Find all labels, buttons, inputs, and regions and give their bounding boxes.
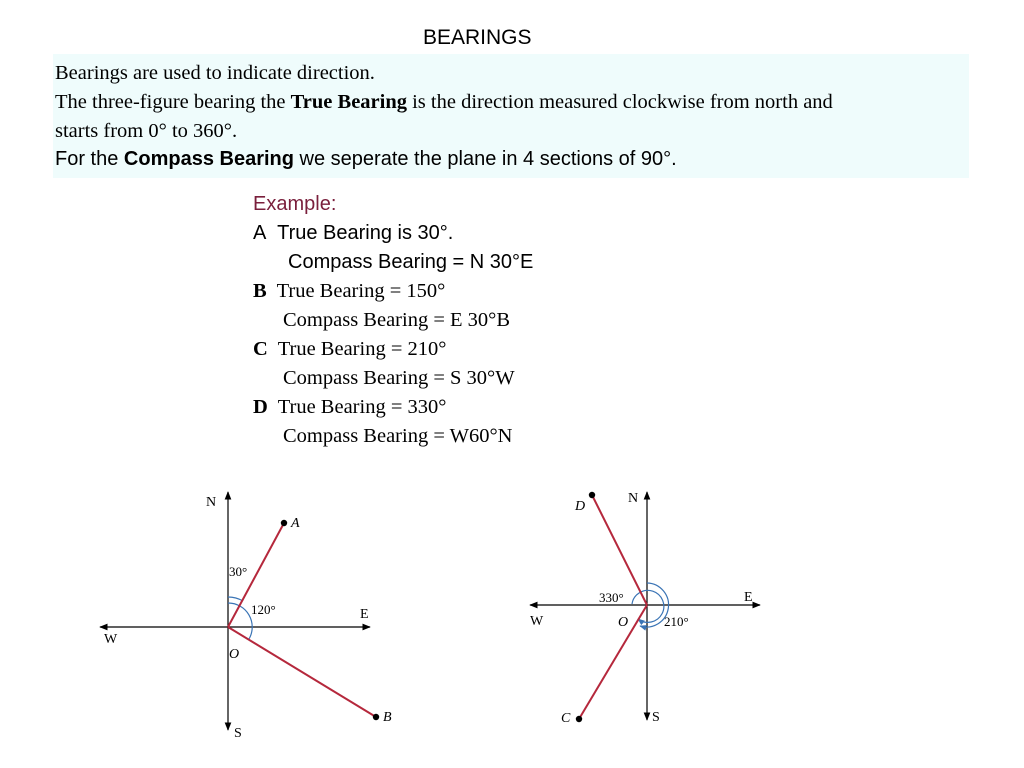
diagram-1-point-b: [373, 714, 379, 720]
intro-line-4-end: we seperate the plane in 4 sections of 90°.: [293, 148, 677, 170]
intro-line-4-start: For the: [55, 148, 124, 170]
diagram-1-label-e: E: [360, 607, 369, 622]
diagram-1-label-n: N: [206, 495, 217, 510]
example-a-letter: A: [253, 222, 267, 244]
compass-bearing-term: Compass Bearing: [123, 148, 294, 170]
diagram-1-label-s: S: [234, 726, 242, 741]
example-d-true-text: True Bearing = 330°: [277, 396, 447, 418]
diagram-1-arc-30: [228, 597, 243, 601]
true-bearing-term: True Bearing: [290, 91, 407, 113]
diagram-2-ray-c: [579, 605, 647, 719]
diagram-1: [100, 492, 392, 741]
diagram-2-angle-210: 210°: [664, 614, 689, 629]
diagram-2-label-w: W: [530, 614, 544, 629]
diagram-2-ray-d: [592, 495, 647, 605]
diagram-1-angle-30: 30°: [229, 564, 248, 579]
diagram-2-point-d: [589, 492, 595, 498]
diagram-1-angle-120: 120°: [251, 602, 276, 617]
example-c-true-text: True Bearing = 210°: [277, 338, 447, 360]
diagram-2-label-c: C: [561, 711, 571, 726]
example-b-letter: B: [253, 280, 267, 302]
diagram-2-label-e: E: [744, 590, 753, 605]
diagram-1-label-w: W: [104, 632, 118, 647]
example-c-letter: C: [253, 338, 268, 360]
example-heading: Example:: [253, 193, 337, 215]
diagram-2-label-s: S: [652, 710, 660, 725]
example-a-compass: Compass Bearing = N 30°E: [288, 251, 534, 273]
diagram-1-label-a: A: [291, 516, 300, 531]
page-title: BEARINGS: [423, 26, 532, 49]
diagram-2-angle-330: 330°: [599, 590, 624, 605]
example-a-true-text: True Bearing is 30°.: [277, 222, 454, 244]
intro-line-2-start: The three-figure bearing the: [55, 91, 291, 113]
example-c-compass: Compass Bearing = S 30°W: [283, 367, 515, 389]
diagram-1-ray-b: [228, 627, 376, 717]
diagram-2-label-d: D: [575, 499, 586, 514]
diagram-1-label-b: B: [383, 710, 392, 725]
diagram-1-point-a: [281, 520, 287, 526]
example-b-true-text: True Bearing = 150°: [276, 280, 446, 302]
diagram-1-label-o: O: [229, 647, 240, 662]
example-d-compass: Compass Bearing = W60°N: [283, 425, 513, 447]
diagram-2: [530, 491, 760, 726]
diagram-2-label-n: N: [628, 491, 639, 506]
example-d-letter: D: [253, 396, 268, 418]
diagram-2-point-c: [576, 716, 582, 722]
intro-line-3: starts from 0° to 360°.: [55, 120, 238, 142]
example-b-compass: Compass Bearing = E 30°B: [283, 309, 511, 331]
intro-line-1: Bearings are used to indicate direction.: [55, 62, 375, 84]
diagram-2-label-o: O: [618, 615, 629, 630]
intro-line-2-end: is the direction measured clockwise from north and: [406, 91, 833, 113]
diagram-2-arc-330: [632, 590, 664, 622]
